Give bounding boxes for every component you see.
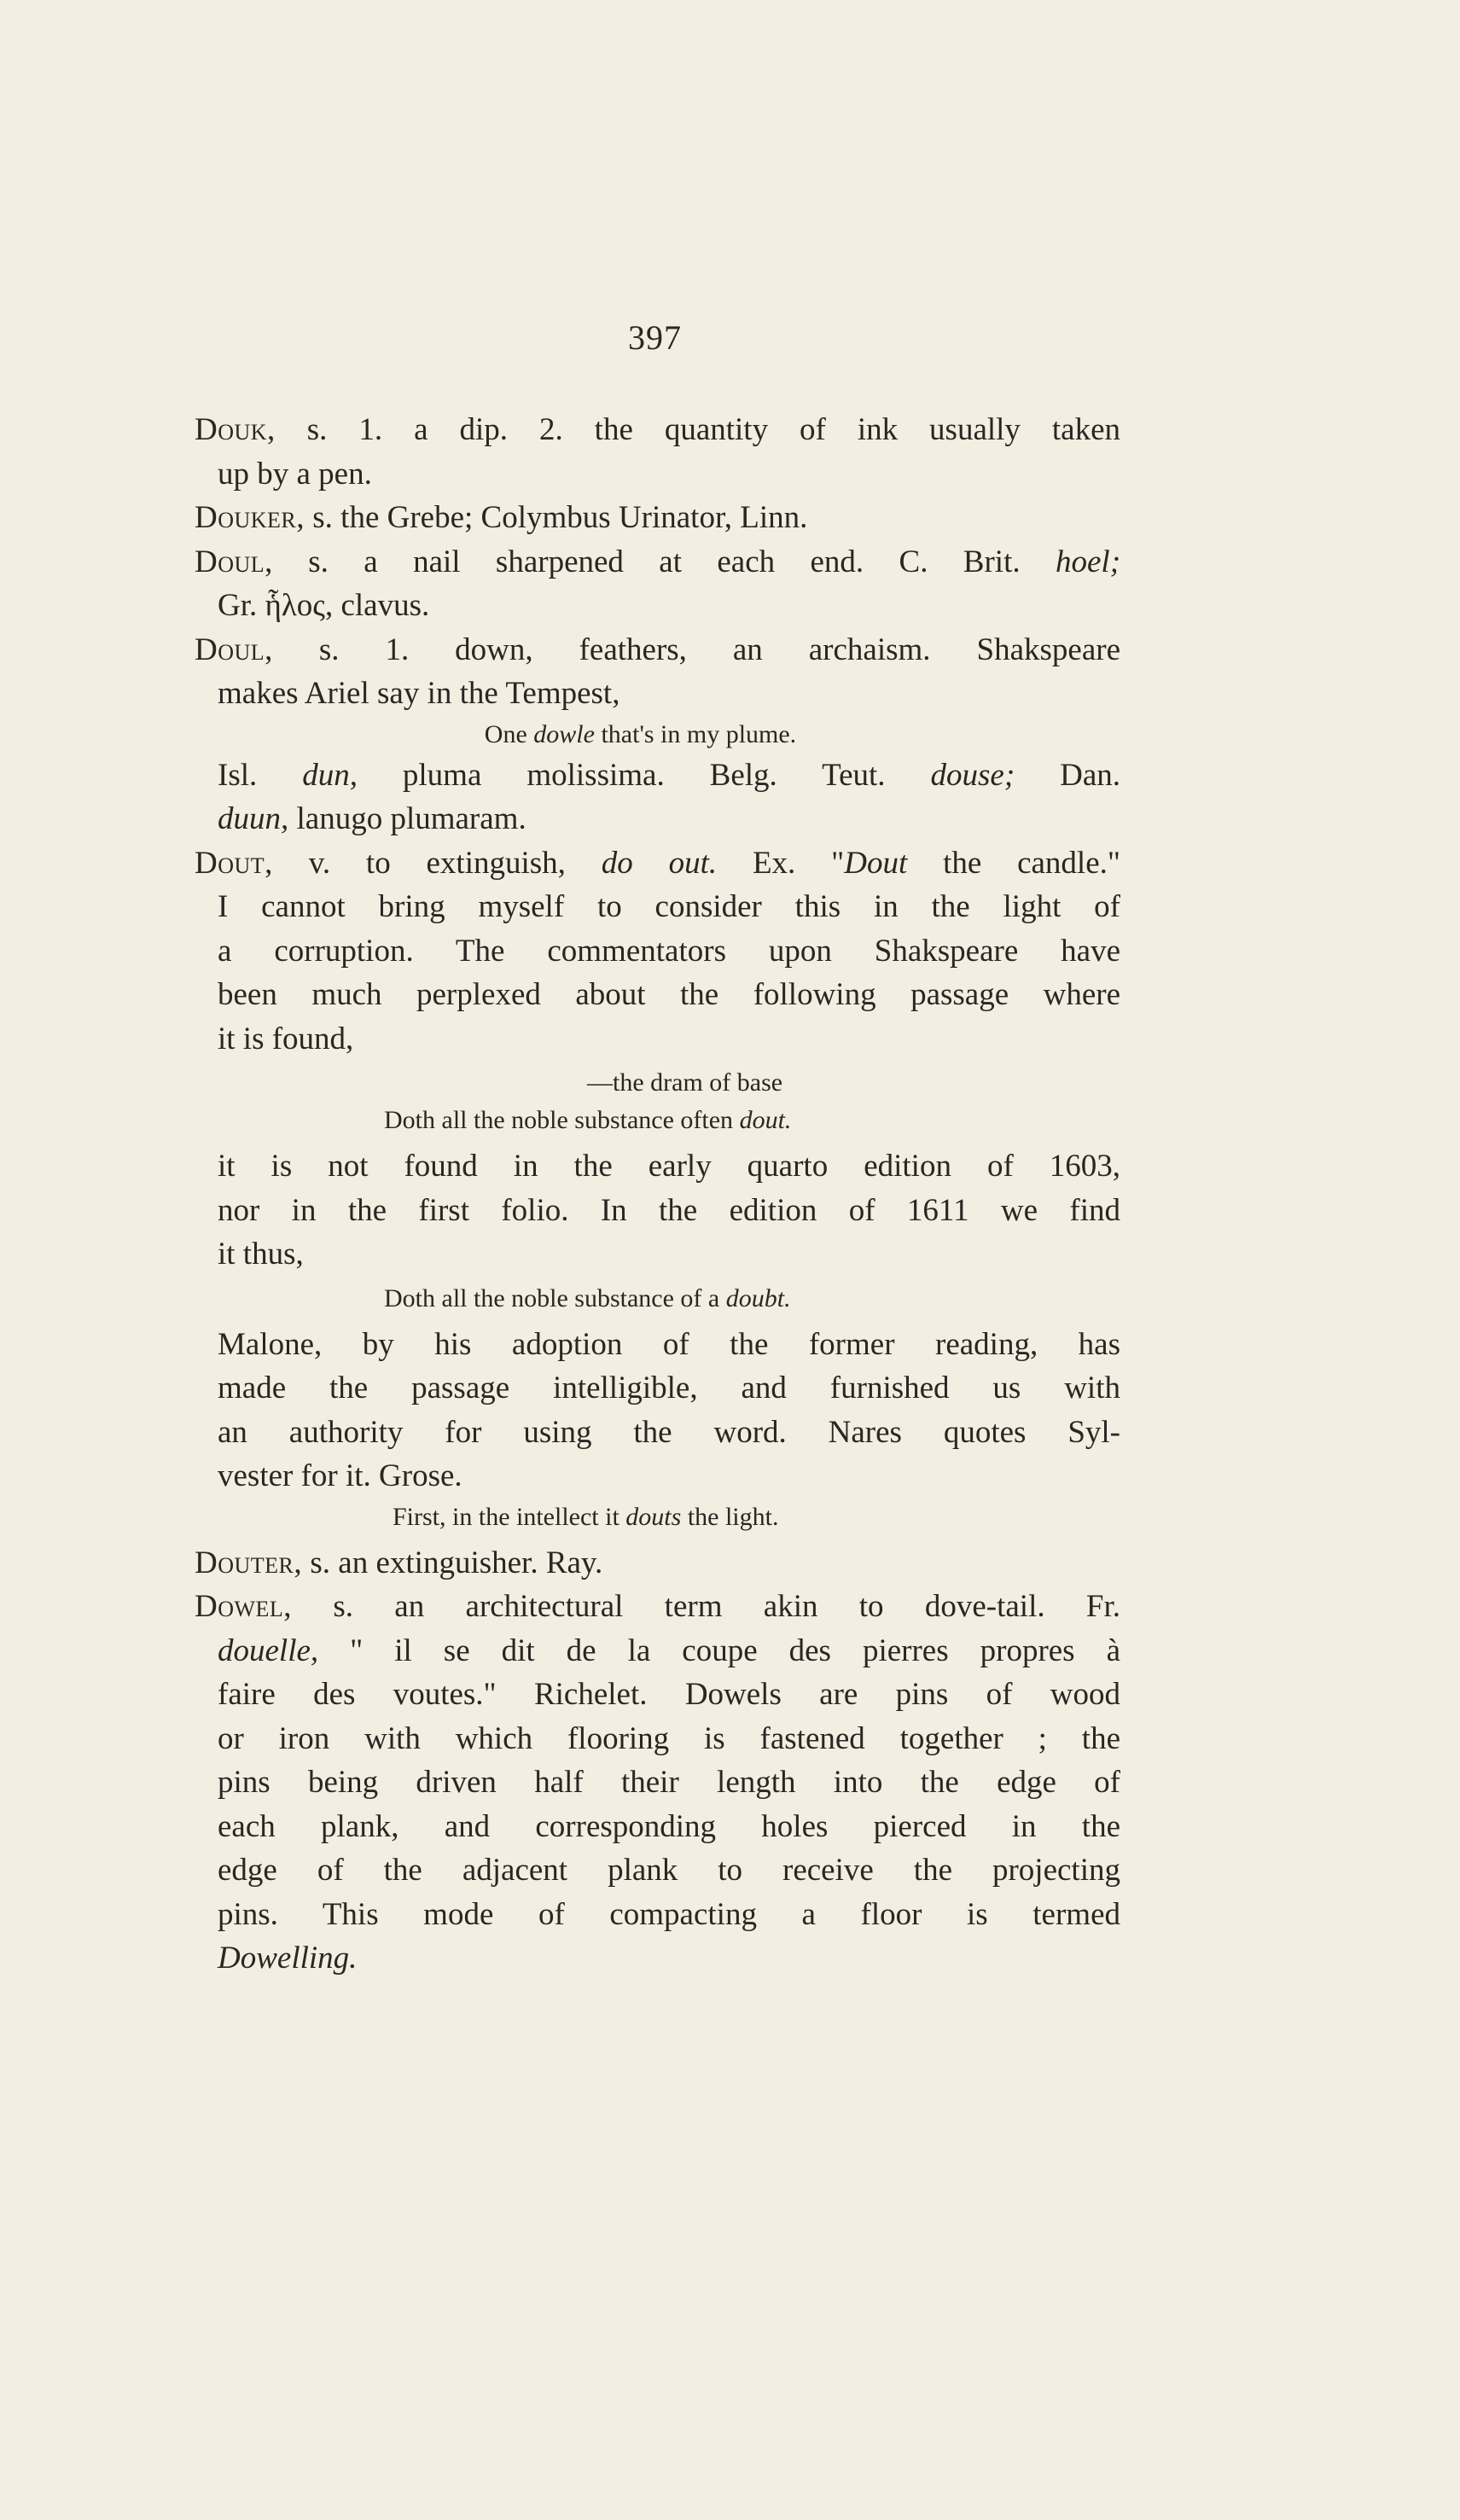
entry-douker (195, 496, 1120, 540)
entry-text: s. 1. down, feathers, an archaism. Shakspeare (318, 631, 1120, 667)
entry-text: s. a nail sharpened at each end. C. Brit. (308, 544, 1021, 579)
entry-doul-nail (195, 540, 1120, 628)
italic-word: doubt. (725, 1283, 791, 1312)
quotation: First, in the intellect it douts the light. (393, 1502, 779, 1531)
entry-text: Gr. (218, 588, 258, 623)
entry-line: Malone, by his adoption of the former reading, has (218, 1326, 1120, 1362)
entry-line: it is not found in the early quarto edition of 1603, (218, 1149, 1120, 1184)
headword: Douter, (195, 1545, 303, 1580)
entry-line: up by a pen. (218, 456, 372, 492)
entry-line: vester for it. Grose. (218, 1458, 462, 1493)
entry-line: Dowel, s. an architectural term akin to dove-tail. Fr. (195, 1589, 1121, 1624)
entry-line (195, 496, 1120, 540)
entry-line: nor in the first folio. In the edition of 1611 we find (218, 1192, 1120, 1228)
text-column (195, 408, 1120, 1981)
headword: Douker, (195, 500, 305, 535)
italic-word: Dout (844, 845, 908, 881)
italic-word: dun, (302, 757, 358, 793)
entry-text: clavus. (340, 588, 430, 623)
entry-line: Douter, s. an extinguisher. Ray. (195, 1545, 603, 1580)
entry-line: douelle, " il se dit de la coupe des pierres propres à (218, 1632, 1121, 1668)
headword: Douk, (195, 412, 276, 447)
entry-line: or iron with which flooring is fastened together ; the (218, 1720, 1120, 1756)
entry-line (195, 408, 1120, 452)
italic-word: douse; (930, 757, 1015, 793)
entry-douter (195, 1541, 1120, 1586)
italic-word: douts (625, 1502, 682, 1531)
headword: Doul, (195, 631, 273, 667)
entry-doul-down (195, 628, 1120, 841)
entry-line: it thus, (218, 1237, 304, 1272)
italic-word: do out. (601, 845, 718, 881)
entry-dowel (195, 1585, 1120, 1981)
entry-line: makes Ariel say in the Tempest, (218, 676, 620, 711)
entry-line (195, 540, 1120, 585)
entry-text: s. the Grebe; Colymbus Urinator, Linn. (312, 500, 808, 535)
entry-douk (195, 408, 1120, 496)
entry-line: Dout, v. to extinguish, do out. Ex. "Dout the candle." (195, 845, 1120, 881)
entry-line: pins. This mode of compacting a floor is termed (218, 1896, 1120, 1932)
headword: Dowel, (195, 1589, 293, 1624)
entry-line (195, 584, 1120, 628)
entry-line: edge of the adjacent plank to receive the projecting (218, 1853, 1120, 1888)
quotation: —the dram of base (587, 1068, 783, 1097)
entry-line: each plank, and corresponding holes pierced in the (218, 1808, 1120, 1844)
quotation: Doth all the noble substance of a doubt. (384, 1283, 791, 1312)
entry-text: s. 1. a dip. 2. the quantity of ink usually taken (306, 412, 1121, 447)
entry-line (195, 628, 1120, 672)
italic-word: duun, (218, 801, 289, 836)
page-number: 397 (628, 318, 682, 357)
quotation: Doth all the noble substance often dout. (384, 1106, 792, 1134)
entry-line: it is found, (218, 1021, 354, 1056)
italic-word: Dowelling. (218, 1941, 358, 1976)
entry-line: faire des voutes." Richelet. Dowels are pins of wood (218, 1677, 1120, 1712)
entry-line: I cannot bring myself to consider this in the light of (218, 889, 1120, 924)
entry-line: duun, lanugo plumaram. (218, 801, 526, 836)
entry-line: been much perplexed about the following passage where (218, 977, 1120, 1012)
headword: Dout, (195, 845, 273, 881)
italic-word: dout. (739, 1106, 792, 1134)
italic-word: douelle, (218, 1632, 319, 1668)
entry-line: made the passage intelligible, and furnished us with (218, 1371, 1120, 1405)
headword: Doul, (195, 544, 273, 579)
entry-dout (195, 841, 1120, 1536)
greek-word: ἧλος, (265, 588, 334, 623)
entry-line: a corruption. The commentators upon Shakspeare have (218, 933, 1120, 969)
italic-word: dowle (533, 719, 595, 748)
entry-line: an authority for using the word. Nares quotes Syl- (218, 1414, 1120, 1450)
entry-line: Isl. dun, pluma molissima. Belg. Teut. douse; Dan. (218, 757, 1121, 793)
italic-word: hoel; (1056, 544, 1121, 579)
entry-line (195, 1936, 1120, 1981)
quotation: One dowle that's in my plume. (484, 719, 797, 748)
entry-line: pins being driven half their length into the edge of (218, 1765, 1120, 1800)
